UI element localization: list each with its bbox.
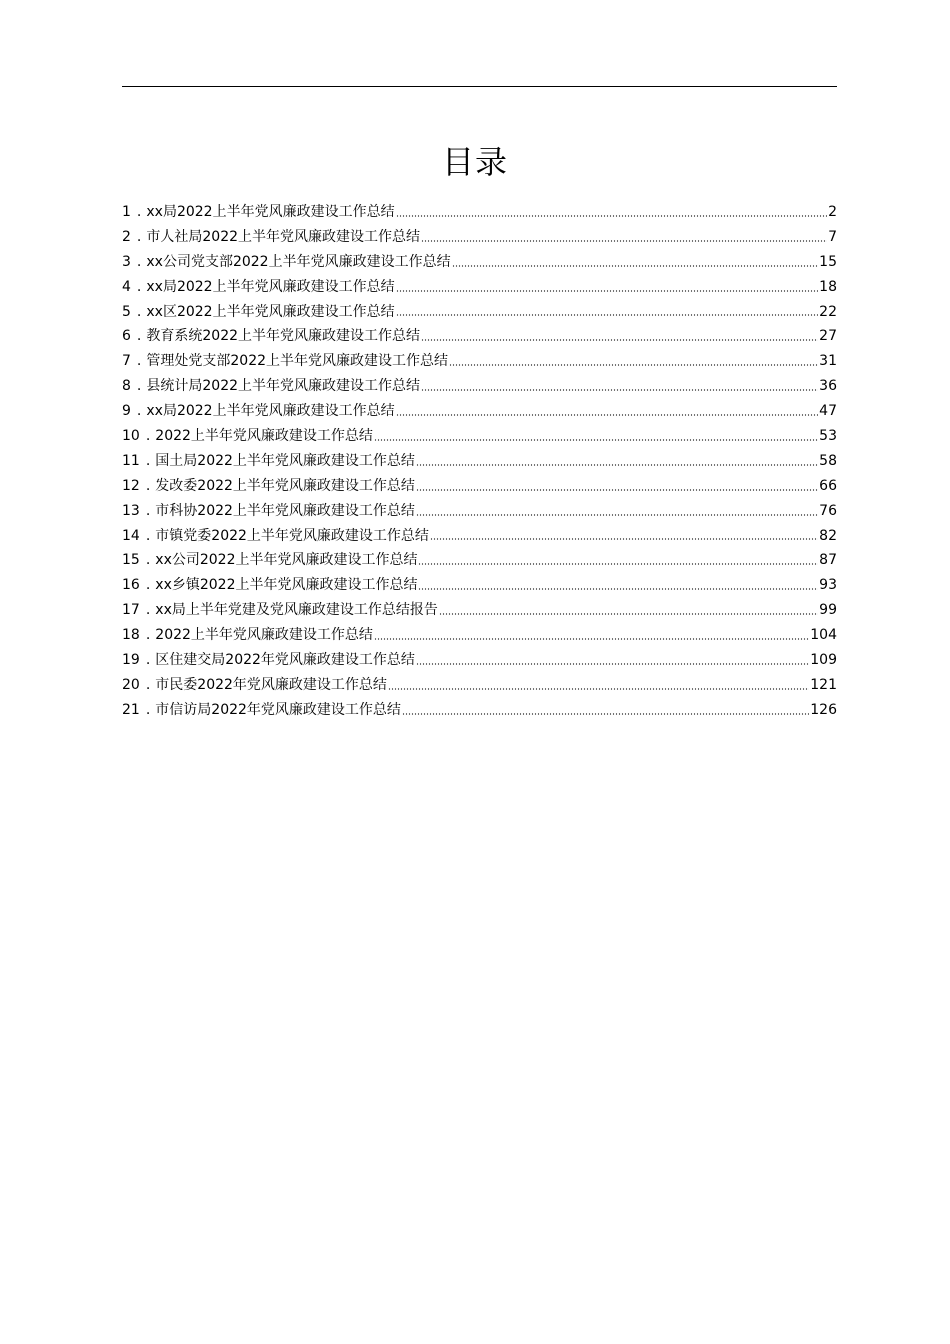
toc-entry-label: 市民委2022年党风廉政建设工作总结 — [155, 676, 387, 693]
toc-entry-separator: . — [145, 552, 151, 569]
toc-dot-leader — [421, 339, 818, 341]
toc-entry-label: 国土局2022上半年党风廉政建设工作总结 — [155, 452, 415, 469]
toc-entry-label: 县统计局2022上半年党风廉政建设工作总结 — [146, 378, 421, 395]
toc-entry-separator: . — [136, 204, 142, 220]
toc-entry-separator: . — [136, 328, 142, 345]
toc-entry-label: xx区2022上半年党风廉政建设工作总结 — [146, 303, 395, 320]
toc-entry-number: 20 — [122, 676, 140, 693]
toc-entry-page-number: 99 — [819, 602, 837, 619]
toc-entry-separator: . — [145, 701, 151, 718]
toc-entry-page-number: 126 — [810, 701, 837, 718]
toc-entry[interactable] — [122, 250, 837, 275]
toc-dot-leader — [421, 240, 827, 242]
toc-entry-label: 发改委2022上半年党风廉政建设工作总结 — [155, 477, 415, 494]
toc-entry[interactable] — [122, 324, 837, 349]
toc-entry-number: 10 — [122, 428, 140, 445]
toc-entry-number: 8 — [122, 378, 131, 395]
toc-entry-label: xx局2022上半年党风廉政建设工作总结 — [146, 403, 395, 420]
toc-entry-number: 19 — [122, 652, 140, 669]
toc-dot-leader — [421, 389, 818, 391]
toc-entry[interactable] — [122, 424, 837, 449]
toc-entry-page-number: 22 — [819, 303, 837, 320]
toc-dot-leader — [374, 439, 818, 441]
toc-entry[interactable] — [122, 449, 837, 474]
toc-entry-number: 5 — [122, 303, 131, 320]
toc-entry[interactable] — [122, 225, 837, 250]
toc-entry[interactable] — [122, 698, 837, 723]
toc-entry-number: 7 — [122, 353, 131, 370]
toc-entry-page-number: 58 — [819, 452, 837, 469]
toc-entry-label: xx公司党支部2022上半年党风廉政建设工作总结 — [146, 253, 451, 270]
toc-dot-leader — [402, 713, 809, 715]
toc-entry-label: 教育系统2022上半年党风廉政建设工作总结 — [146, 328, 421, 345]
toc-entry-separator: . — [145, 577, 151, 594]
header-rule — [122, 86, 837, 87]
toc-entry[interactable] — [122, 374, 837, 399]
toc-entry-label: xx乡镇2022上半年党风廉政建设工作总结 — [155, 577, 418, 594]
toc-dot-leader — [374, 638, 809, 640]
toc-entry-label: xx局2022上半年党风廉政建设工作总结 — [146, 204, 395, 220]
toc-entry-label: 市人社局2022上半年党风廉政建设工作总结 — [146, 228, 421, 245]
toc-entry-separator: . — [136, 353, 142, 370]
toc-entry-separator: . — [136, 303, 142, 320]
toc-dot-leader — [416, 514, 818, 516]
toc-entry-number: 4 — [122, 278, 131, 295]
toc-entry-separator: . — [145, 428, 151, 445]
toc-dot-leader — [430, 538, 818, 540]
toc-entry-separator: . — [145, 676, 151, 693]
toc-dot-leader — [416, 464, 818, 466]
toc-entry-label: 市科协2022上半年党风廉政建设工作总结 — [155, 502, 415, 519]
toc-entry-separator: . — [145, 627, 151, 644]
toc-dot-leader — [396, 414, 819, 416]
toc-entry-separator: . — [136, 403, 142, 420]
toc-entry-page-number: 76 — [819, 502, 837, 519]
toc-entry-label: 市镇党委2022上半年党风廉政建设工作总结 — [155, 527, 429, 544]
toc-dot-leader — [388, 688, 809, 690]
toc-entry-page-number: 31 — [819, 353, 837, 370]
toc-entry[interactable] — [122, 349, 837, 374]
toc-dot-leader — [396, 290, 819, 292]
toc-dot-leader — [416, 663, 809, 665]
toc-entry-page-number: 104 — [810, 627, 837, 644]
toc-entry[interactable] — [122, 573, 837, 598]
toc-dot-leader — [396, 215, 828, 217]
toc-entry[interactable] — [122, 598, 837, 623]
toc-entry-separator: . — [145, 602, 151, 619]
toc-entry-separator: . — [136, 253, 142, 270]
toc-entry[interactable] — [122, 524, 837, 549]
toc-entry-separator: . — [145, 452, 151, 469]
toc-entry[interactable] — [122, 499, 837, 524]
toc-entry-page-number: 93 — [819, 577, 837, 594]
toc-entry-separator: . — [145, 652, 151, 669]
toc-entry-separator: . — [145, 477, 151, 494]
toc-entry-label: 市信访局2022年党风廉政建设工作总结 — [155, 701, 401, 718]
toc-entry-separator: . — [136, 228, 142, 245]
toc-title: 目录 — [441, 143, 508, 181]
toc-entry-page-number: 121 — [810, 676, 837, 693]
toc-entry-number: 17 — [122, 602, 140, 619]
toc-entry[interactable] — [122, 300, 837, 325]
toc-entry-label: xx公司2022上半年党风廉政建设工作总结 — [155, 552, 418, 569]
toc-entry-label: 区住建交局2022年党风廉政建设工作总结 — [155, 652, 415, 669]
toc-entry-number: 11 — [122, 452, 140, 469]
toc-entry-page-number: 47 — [819, 403, 837, 420]
toc-entry-label: 2022上半年党风廉政建设工作总结 — [155, 627, 373, 644]
toc-entry-number: 6 — [122, 328, 131, 345]
toc-entry[interactable] — [122, 623, 837, 648]
toc-entry-number: 1 — [122, 204, 131, 220]
toc-entry-label: xx局上半年党建及党风廉政建设工作总结报告 — [155, 602, 438, 619]
toc-dot-leader — [418, 588, 818, 590]
toc-entry-number: 15 — [122, 552, 140, 569]
toc-entry-separator: . — [145, 502, 151, 519]
toc-entry-page-number: 27 — [819, 328, 837, 345]
toc-entry-page-number: 7 — [828, 228, 837, 245]
toc-entry-number: 21 — [122, 701, 140, 718]
toc-entry-page-number: 2 — [828, 204, 837, 220]
toc-entry-label: 管理处党支部2022上半年党风廉政建设工作总结 — [146, 353, 449, 370]
toc-entry-number: 2 — [122, 228, 131, 245]
toc-entry-separator: . — [136, 278, 142, 295]
toc-dot-leader — [449, 364, 818, 366]
toc-entry-number: 16 — [122, 577, 140, 594]
toc-entry[interactable] — [122, 474, 837, 499]
toc-entry[interactable] — [122, 399, 837, 424]
toc-entry-number: 3 — [122, 253, 131, 270]
toc-entry-page-number: 18 — [819, 278, 837, 295]
toc-entry[interactable] — [122, 200, 837, 225]
toc-entry[interactable] — [122, 548, 837, 573]
toc-entry-page-number: 15 — [819, 253, 837, 270]
toc-entry[interactable] — [122, 275, 837, 300]
toc-entry-page-number: 82 — [819, 527, 837, 544]
toc-entry[interactable] — [122, 673, 837, 698]
toc-entry-page-number: 109 — [810, 652, 837, 669]
toc-dot-leader — [418, 563, 818, 565]
toc-entry-number: 13 — [122, 502, 140, 519]
toc-entry-label: 2022上半年党风廉政建设工作总结 — [155, 428, 373, 445]
toc-entry-page-number: 66 — [819, 477, 837, 494]
toc-entry-separator: . — [136, 378, 142, 395]
toc-entry-label: xx局2022上半年党风廉政建设工作总结 — [146, 278, 395, 295]
toc-entry-number: 18 — [122, 627, 140, 644]
toc-dot-leader — [452, 265, 819, 267]
toc-entry[interactable] — [122, 648, 837, 673]
toc-dot-leader — [439, 613, 818, 615]
toc-entry-page-number: 36 — [819, 378, 837, 395]
toc-entry-separator: . — [145, 527, 151, 544]
toc-entry-page-number: 53 — [819, 428, 837, 445]
toc-dot-leader — [416, 489, 818, 491]
toc-list — [122, 200, 837, 723]
toc-entry-number: 12 — [122, 477, 140, 494]
toc-dot-leader — [396, 314, 819, 316]
toc-entry-number: 14 — [122, 527, 140, 544]
toc-entry-number: 9 — [122, 403, 131, 420]
toc-entry-page-number: 87 — [819, 552, 837, 569]
